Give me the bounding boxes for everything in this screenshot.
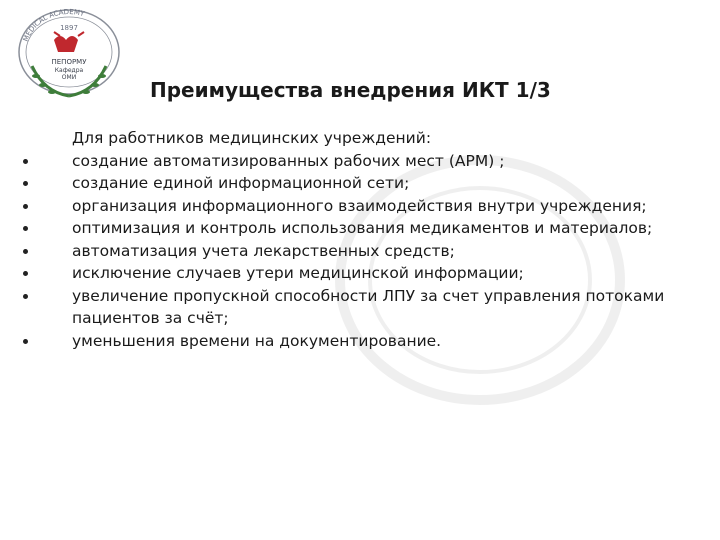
list-item: создание единой информационной сети; bbox=[20, 172, 710, 195]
svg-text:ОМИ: ОМИ bbox=[61, 74, 77, 81]
list-item: оптимизация и контроль использования медикаментов и материалов; bbox=[20, 217, 710, 240]
list-item: автоматизация учета лекарственных средств; bbox=[20, 240, 710, 263]
academy-logo bbox=[10, 6, 128, 102]
svg-text:1897: 1897 bbox=[60, 24, 78, 32]
bullet-icon bbox=[23, 204, 28, 209]
logo-ring-text: MEDICAL ACADEMY bbox=[21, 7, 86, 43]
list-item: организация информационного взаимодействия внутри учреждения; bbox=[20, 195, 710, 218]
bullet-icon bbox=[23, 159, 28, 164]
bullet-icon bbox=[23, 226, 28, 231]
bullet-icon bbox=[23, 271, 28, 276]
list-item: исключение случаев утери медицинской информации; bbox=[20, 262, 710, 285]
slide-body bbox=[20, 127, 710, 352]
bullet-icon bbox=[23, 181, 28, 186]
bullet-icon bbox=[23, 294, 28, 299]
svg-text:ПЕПОРМУ: ПЕПОРМУ bbox=[51, 58, 87, 66]
bullet-icon bbox=[23, 339, 28, 344]
list-item: уменьшения времени на документирование. bbox=[20, 330, 710, 353]
slide-title: Преимущества внедрения ИКТ 1/3 bbox=[150, 78, 551, 102]
svg-text:Кафедра: Кафедра bbox=[54, 67, 84, 74]
bullet-list bbox=[20, 150, 710, 353]
list-item: создание автоматизированных рабочих мест (АРМ) ; bbox=[20, 150, 710, 173]
intro-text: Для работников медицинских учреждений: bbox=[72, 129, 432, 147]
bullet-icon bbox=[23, 249, 28, 254]
list-item: увеличение пропускной способности ЛПУ за счет управления потоками пациентов за счёт; bbox=[20, 285, 710, 330]
